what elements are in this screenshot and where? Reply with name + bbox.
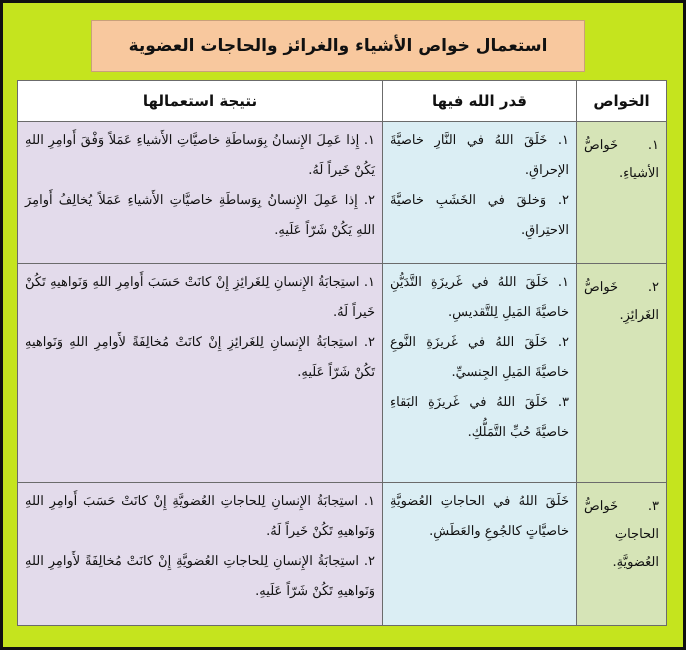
header-result: نتيجة استعمالها <box>18 81 383 122</box>
properties-table <box>17 80 667 626</box>
result-cell <box>18 122 383 264</box>
table-row <box>18 264 667 482</box>
qadar-cell <box>383 482 577 625</box>
property-cell <box>577 482 667 625</box>
result-item: ٢. استِجابَةُ الإِنسانِ لِلحاجاتِ العُضويَّةِ إِنْ كانَتْ مُخالِفَةً لأَوامِرِ اللهِ وَنَواهيهِ تَكُنْ شَرّاً عَلَيهِ. <box>25 553 375 599</box>
table-row <box>18 482 667 625</box>
qadar-cell <box>383 122 577 264</box>
property-cell <box>577 264 667 482</box>
qadar-item: ١. خَلَقَ اللهُ في النَّارِ خاصيَّةَ الإحراقِ. <box>390 133 569 178</box>
table-row <box>18 122 667 264</box>
result-item: ٢. استِجابَةُ الإِنسانِ لِلغَرائِزِ إِنْ كانَتْ مُخالِفَةً لأَوامِرِ اللهِ وَنَواهيهِ تَكُنْ شَرّاً عَلَيهِ. <box>25 335 375 381</box>
result-item: ١. إِذا عَمِلَ الإِنسانُ بِوَساطَةِ خاصيَّاتِ الأَشياءِ عَمَلاً وَفْقَ أَوامِرِ اللهِ يَكُنْ خَيراً لَهُ. <box>25 133 375 178</box>
result-cell <box>18 482 383 625</box>
property-text: ٣. خَواصُّ الحاجاتِ العُضويَّةِ. <box>584 498 659 570</box>
header-properties: الخواص <box>577 81 667 122</box>
result-item: ١. استِجابَةُ الإِنسانِ لِلغَرائِزِ إِنْ كانَتْ حَسَبَ أَوامِرِ اللهِ وَنَواهيهِ تَكُنْ خَيراً لَهُ. <box>25 275 375 321</box>
qadar-item: ٢. خَلَقَ اللهُ في غَريزَةِ النَّوعِ خاصيَّةَ المَيلِ الجِنسيِّ. <box>390 335 569 381</box>
qadar-item: خَلَقَ اللهُ في الحاجاتِ العُضويَّةِ خاصيَّاتٍ كالجُوعِ والعَطَشِ. <box>390 493 569 539</box>
header-qadar: قدر الله فيها <box>383 81 577 122</box>
result-item: ١. استِجابَةُ الإِنسانِ لِلحاجاتِ العُضويَّةِ إِنْ كانَتْ حَسَبَ أَوامِرِ اللهِ وَنَواهيهِ تَكُنْ خَيراً لَهُ. <box>25 493 375 539</box>
result-cell <box>18 264 383 482</box>
qadar-cell <box>383 264 577 482</box>
property-cell <box>577 122 667 264</box>
result-item: ٢. إِذا عَمِلَ الإِنسانُ بِوَساطَةِ خاصيَّاتِ الأَشياءِ عَمَلاً يُخالِفُ أَوامِرَ اللهِ يَكُنْ شَرّاً عَلَيهِ. <box>25 193 375 238</box>
qadar-item: ٣. خَلَقَ اللهُ في غَريزَةِ البَقاءِ خاصيَّةَ حُبِّ التَّمَلُّكِ. <box>390 395 569 441</box>
qadar-item: ١. خَلَقَ اللهُ في غَريزَةِ التَّدَيُّنِ خاصيَّةَ المَيلِ لِلتَّقديسِ. <box>390 275 569 321</box>
header-row <box>18 81 667 122</box>
page-title: استعمال خواص الأشياء والغرائز والحاجات العضوية <box>91 20 585 72</box>
qadar-item: ٢. وَخلقَ في الخَشَبِ خاصيَّةَ الاحتِراقِ. <box>390 193 569 238</box>
property-text: ٢. خَواصُّ الغَرائِزِ. <box>584 280 659 324</box>
property-text: ١. خَواصُّ الأشياءِ. <box>584 138 659 181</box>
